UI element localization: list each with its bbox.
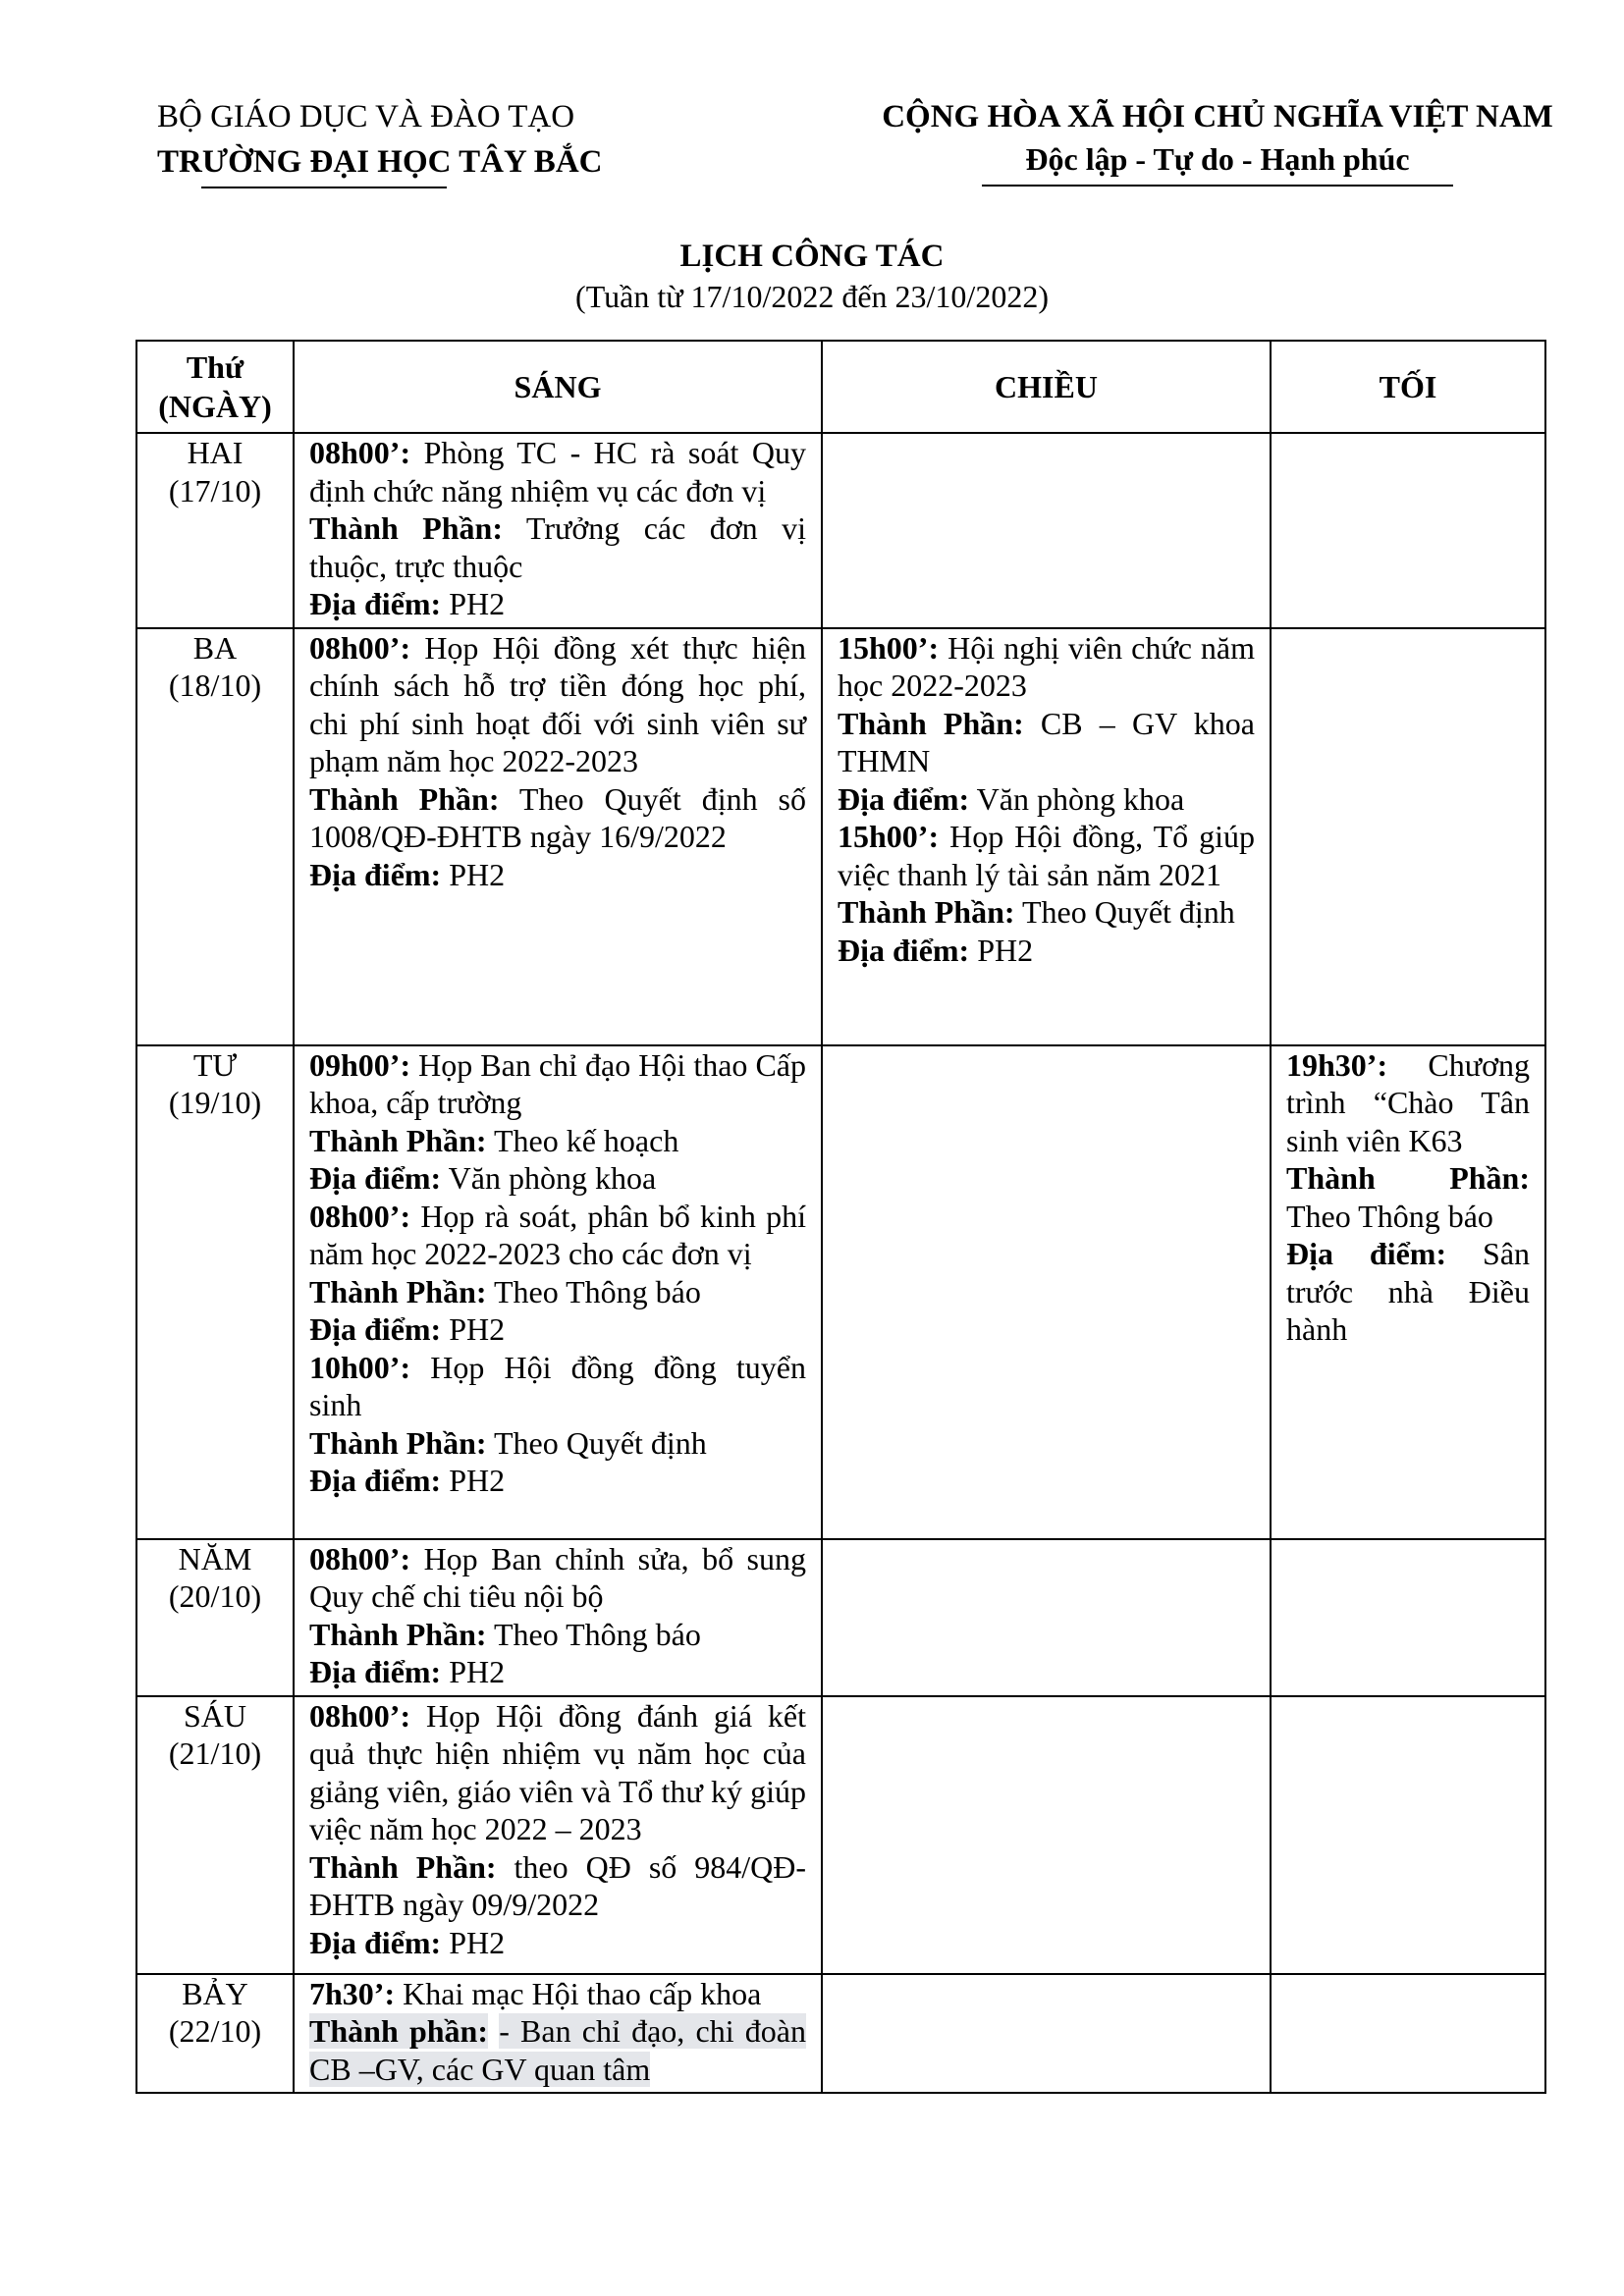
ministry-header bbox=[157, 94, 603, 188]
participants-label: Thành Phần: bbox=[309, 510, 503, 546]
entry-time: 08h00’: bbox=[309, 1198, 411, 1234]
location-label: Địa điểm: bbox=[838, 932, 970, 968]
morning-cell bbox=[294, 628, 822, 1045]
schedule-entry bbox=[309, 1046, 806, 1198]
entry-time: 09h00’: bbox=[309, 1046, 411, 1083]
entry-time: 08h00’: bbox=[309, 1540, 411, 1576]
col-header-day-sub: (NGÀY) bbox=[158, 389, 272, 424]
participants-value: Theo Thông báo bbox=[1286, 1198, 1493, 1234]
entry-location bbox=[309, 856, 806, 894]
day-name: NĂM bbox=[178, 1540, 252, 1576]
participants-label: Thành Phần: bbox=[838, 705, 1024, 741]
location-value: PH2 bbox=[977, 932, 1034, 968]
entry-activity bbox=[309, 1349, 806, 1424]
document-subtitle: (Tuần từ 17/10/2022 đến 23/10/2022) bbox=[575, 279, 1049, 314]
entry-participants bbox=[838, 705, 1255, 780]
location-label: Địa điểm: bbox=[309, 1654, 442, 1689]
day-name: TƯ bbox=[192, 1046, 238, 1083]
day-name: BA bbox=[192, 629, 238, 666]
afternoon-cell bbox=[822, 628, 1271, 1045]
morning-cell bbox=[294, 433, 822, 628]
afternoon-cell bbox=[822, 1696, 1271, 1974]
table-row bbox=[136, 1539, 1545, 1696]
schedule-entry bbox=[309, 629, 806, 894]
entry-title: Hội nghị viên chức năm học 2022-2023 bbox=[838, 629, 1256, 703]
day-name: SÁU bbox=[183, 1697, 246, 1734]
afternoon-cell bbox=[822, 433, 1271, 628]
schedule-table bbox=[135, 340, 1546, 2094]
morning-cell bbox=[294, 1539, 822, 1696]
participants-label: Thành Phần: bbox=[1286, 1160, 1530, 1196]
day-date: (17/10) bbox=[168, 472, 262, 508]
entry-location bbox=[838, 932, 1255, 970]
entry-participants bbox=[309, 1424, 806, 1463]
participants-value: Trưởng các đơn vị thuộc, trực thuộc bbox=[309, 510, 807, 584]
entry-participants bbox=[309, 1848, 806, 1924]
schedule-entry bbox=[309, 1349, 806, 1500]
schedule-entry bbox=[309, 1198, 806, 1349]
location-value: PH2 bbox=[449, 1311, 506, 1347]
location-value: PH2 bbox=[449, 586, 506, 621]
day-date: (22/10) bbox=[168, 2013, 262, 2049]
location-label: Địa điểm: bbox=[309, 1924, 442, 1960]
evening-cell bbox=[1271, 433, 1545, 628]
entry-time: 19h30’: bbox=[1286, 1046, 1388, 1083]
col-header-day-label: Thứ bbox=[186, 349, 244, 385]
entry-location bbox=[309, 1924, 806, 1962]
divider-right bbox=[982, 185, 1453, 187]
participants-value: - Ban chỉ đạo, chi đoàn CB –GV, các GV quan tâm bbox=[309, 2013, 806, 2087]
entry-time: 08h00’: bbox=[309, 629, 411, 666]
entry-activity bbox=[309, 1198, 806, 1273]
participants-value: Theo Thông báo bbox=[493, 1273, 701, 1309]
national-motto: Độc lập - Tự do - Hạnh phúc bbox=[1025, 141, 1410, 177]
day-date: (19/10) bbox=[168, 1085, 262, 1120]
location-label: Địa điểm: bbox=[838, 780, 970, 817]
entry-participants bbox=[309, 780, 806, 856]
national-header bbox=[854, 94, 1581, 187]
day-cell bbox=[136, 1696, 294, 1974]
entry-time: 15h00’: bbox=[838, 819, 940, 854]
schedule-entry bbox=[309, 434, 806, 623]
entry-time: 08h00’: bbox=[309, 435, 411, 470]
participants-value: Theo Quyết định bbox=[1021, 894, 1235, 930]
entry-participants bbox=[309, 1616, 806, 1654]
entry-title: Họp Ban chỉnh sửa, bổ sung Quy chế chi tiêu nội bộ bbox=[309, 1540, 807, 1614]
entry-title: Phòng TC - HC rà soát Quy định chức năng nhiệm vụ các đơn vị bbox=[309, 435, 807, 508]
participants-label: Thành phần: bbox=[309, 2013, 488, 2049]
day-date: (18/10) bbox=[168, 667, 262, 703]
entry-location bbox=[1286, 1235, 1530, 1349]
schedule-entry bbox=[309, 1540, 806, 1691]
entry-title: Họp Hội đồng đánh giá kết quả thực hiện nhiệm vụ năm học của giảng viên, giáo viên và Tổ thư ký giúp việc năm học 2022 – 2023 bbox=[309, 1697, 807, 1846]
schedule-entry bbox=[1286, 1046, 1530, 1349]
entry-location bbox=[309, 1653, 806, 1691]
entry-location bbox=[309, 1159, 806, 1198]
entry-participants bbox=[309, 509, 806, 585]
participants-label: Thành Phần: bbox=[309, 1122, 487, 1158]
location-value: PH2 bbox=[449, 1654, 506, 1689]
location-label: Địa điểm: bbox=[309, 856, 442, 892]
entry-participants bbox=[838, 893, 1255, 932]
participants-value: Theo Quyết định bbox=[493, 1424, 707, 1461]
document-title: LỊCH CÔNG TÁC bbox=[679, 239, 945, 274]
morning-cell bbox=[294, 1045, 822, 1539]
entry-time: 10h00’: bbox=[309, 1349, 411, 1385]
evening-cell bbox=[1271, 628, 1545, 1045]
participants-label: Thành Phần: bbox=[309, 1616, 487, 1652]
afternoon-cell bbox=[822, 1045, 1271, 1539]
entry-location bbox=[309, 1310, 806, 1349]
morning-cell bbox=[294, 1974, 822, 2094]
afternoon-cell bbox=[822, 1539, 1271, 1696]
evening-cell bbox=[1271, 1045, 1545, 1539]
day-cell bbox=[136, 433, 294, 628]
col-header-afternoon: CHIỀU bbox=[822, 341, 1271, 433]
evening-cell bbox=[1271, 1696, 1545, 1974]
participants-value: Theo Quyết định số 1008/QĐ-ĐHTB ngày 16/9/2022 bbox=[309, 780, 807, 854]
day-cell bbox=[136, 1974, 294, 2094]
participants-value: Theo Thông báo bbox=[493, 1616, 701, 1652]
divider-left bbox=[201, 187, 447, 188]
morning-cell bbox=[294, 1696, 822, 1974]
entry-participants bbox=[309, 2012, 806, 2088]
day-cell bbox=[136, 1539, 294, 1696]
location-value: PH2 bbox=[449, 1463, 506, 1498]
participants-value: Theo kế hoạch bbox=[493, 1122, 679, 1158]
national-title: CỘNG HÒA XÃ HỘI CHỦ NGHĨA VIỆT NAM bbox=[882, 99, 1553, 134]
participants-label: Thành Phần: bbox=[309, 1424, 487, 1461]
participants-label: Thành Phần: bbox=[838, 894, 1015, 930]
evening-cell bbox=[1271, 1974, 1545, 2094]
afternoon-cell bbox=[822, 1974, 1271, 2094]
location-value: Văn phòng khoa bbox=[448, 1160, 657, 1196]
entry-title: Khai mạc Hội thao cấp khoa bbox=[403, 1975, 762, 2011]
participants-value: theo QĐ số 984/QĐ-ĐHTB ngày 09/9/2022 bbox=[309, 1848, 807, 1922]
participants-label: Thành Phần: bbox=[309, 1848, 497, 1885]
entry-participants bbox=[309, 1273, 806, 1311]
day-name: HAI bbox=[187, 435, 244, 470]
entry-participants bbox=[1286, 1159, 1530, 1235]
col-header-day bbox=[136, 341, 294, 433]
participants-label: Thành Phần: bbox=[309, 1273, 487, 1309]
entry-location bbox=[309, 1462, 806, 1500]
day-date: (21/10) bbox=[168, 1735, 262, 1771]
table-row bbox=[136, 1974, 1545, 2094]
day-cell bbox=[136, 628, 294, 1045]
schedule-entry bbox=[309, 1975, 806, 2089]
day-date: (20/10) bbox=[168, 1578, 262, 1614]
entry-title: Họp Hội đồng xét thực hiện chính sách hỗ trợ tiền đóng học phí, chi phí sinh hoạt đối với sinh viên sư phạm năm học 2022-2023 bbox=[309, 629, 807, 778]
entry-title: Họp Hội đồng đồng tuyển sinh bbox=[309, 1349, 807, 1422]
ministry-name: BỘ GIÁO DỤC VÀ ĐÀO TẠO bbox=[157, 99, 575, 134]
university-name: TRƯỜNG ĐẠI HỌC TÂY BẮC bbox=[157, 144, 603, 180]
table-row bbox=[136, 628, 1545, 1045]
entry-location bbox=[309, 585, 806, 623]
col-header-evening: TỐI bbox=[1271, 341, 1545, 433]
location-label: Địa điểm: bbox=[309, 586, 442, 621]
participants-label: Thành Phần: bbox=[309, 780, 500, 817]
participants-value: CB – GV khoa THMN bbox=[838, 705, 1255, 778]
table-row bbox=[136, 1696, 1545, 1974]
entry-activity bbox=[309, 1046, 806, 1122]
entry-time: 08h00’: bbox=[309, 1697, 411, 1734]
entry-activity bbox=[309, 1540, 806, 1616]
table-row bbox=[136, 433, 1545, 628]
location-label: Địa điểm: bbox=[309, 1311, 442, 1347]
location-label: Địa điểm: bbox=[1286, 1236, 1447, 1271]
entry-activity bbox=[1286, 1046, 1530, 1160]
table-row bbox=[136, 1045, 1545, 1539]
entry-title: Chương trình “Chào Tân sinh viên K63 bbox=[1286, 1046, 1530, 1158]
col-header-morning: SÁNG bbox=[294, 341, 822, 433]
entry-time: 15h00’: bbox=[838, 629, 940, 666]
entry-activity bbox=[309, 1697, 806, 1848]
entry-activity bbox=[309, 434, 806, 509]
entry-activity bbox=[309, 1975, 806, 2013]
day-name: BẢY bbox=[182, 1975, 248, 2011]
location-value: PH2 bbox=[449, 1924, 506, 1960]
entry-activity bbox=[838, 818, 1255, 893]
schedule-entry bbox=[838, 629, 1255, 819]
day-cell bbox=[136, 1045, 294, 1539]
entry-participants bbox=[309, 1122, 806, 1160]
entry-title: Họp rà soát, phân bổ kinh phí năm học 2022-2023 cho các đơn vị bbox=[309, 1198, 807, 1271]
location-value: Văn phòng khoa bbox=[976, 780, 1185, 817]
location-label: Địa điểm: bbox=[309, 1463, 442, 1498]
location-label: Địa điểm: bbox=[309, 1160, 442, 1196]
entry-activity bbox=[309, 629, 806, 780]
location-value: PH2 bbox=[449, 856, 506, 892]
schedule-entry bbox=[838, 818, 1255, 969]
location-value: Sân trước nhà Điều hành bbox=[1286, 1236, 1531, 1347]
entry-activity bbox=[838, 629, 1255, 705]
table-header-row bbox=[136, 341, 1545, 433]
entry-time: 7h30’: bbox=[309, 1975, 396, 2011]
entry-title: Họp Hội đồng, Tổ giúp việc thanh lý tài sản năm 2021 bbox=[838, 819, 1255, 892]
evening-cell bbox=[1271, 1539, 1545, 1696]
schedule-body bbox=[136, 433, 1545, 2093]
schedule-entry bbox=[309, 1697, 806, 1962]
entry-location bbox=[838, 780, 1255, 819]
entry-title: Họp Ban chỉ đạo Hội thao Cấp khoa, cấp trường bbox=[309, 1046, 807, 1120]
